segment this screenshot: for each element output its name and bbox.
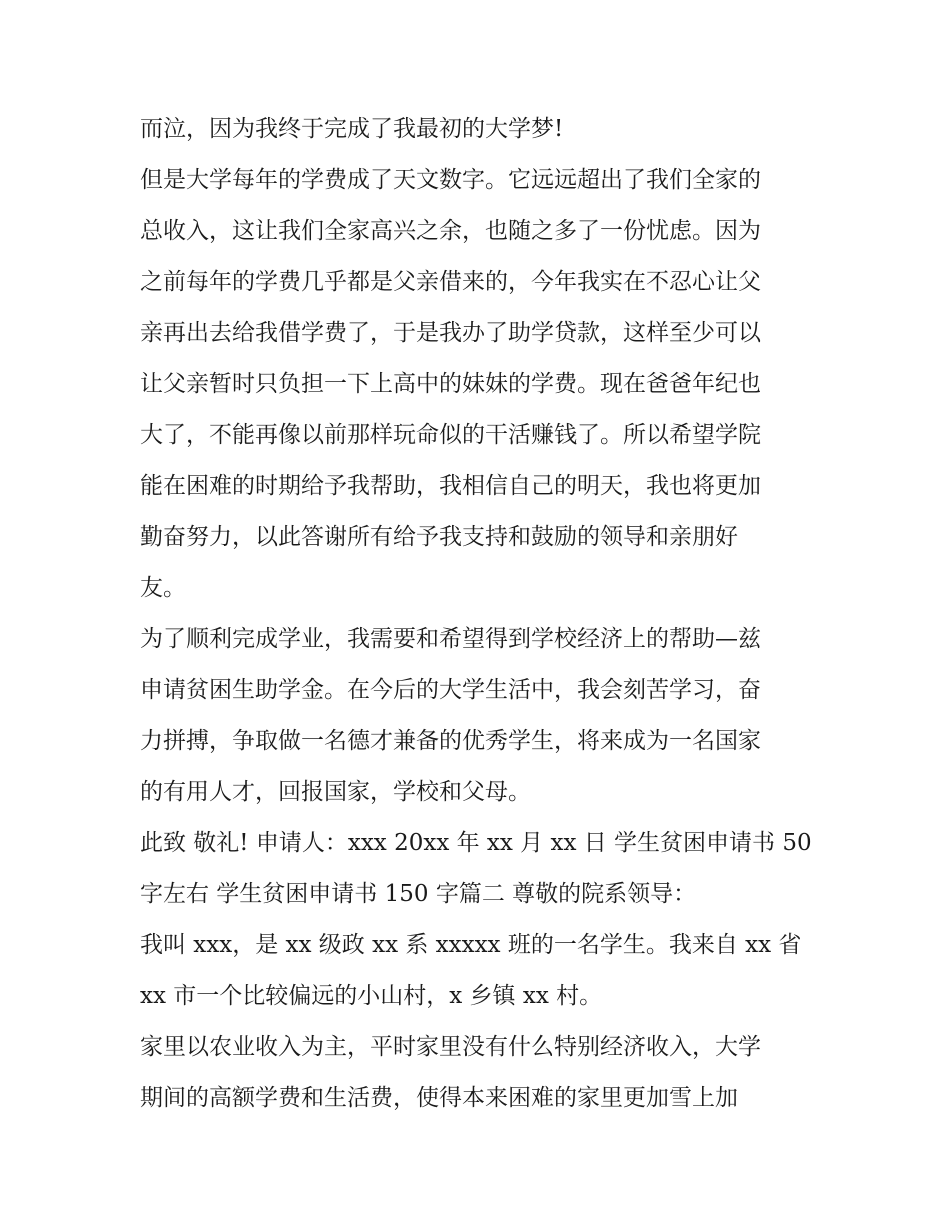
paragraph-4: 此致 敬礼! 申请人：xxx 20xx 年 xx 月 xx 日 学生贫困申请书 50 字左右 学生贫困申请书 150 字篇二 尊敬的院系领导： [140, 830, 812, 907]
paragraph-5: 我叫 xxx，是 xx 级政 xx 系 xxxxx 班的一名学生。我来自 xx 省 xx 市一个比较偏远的小山村，x 乡镇 xx 村。 [140, 932, 802, 1009]
document-body [140, 104, 820, 1124]
paragraph-6: 家里以农业收入为主，平时家里没有什么特别经济收入，大学 期间的高额学费和生活费，使得本来困难的家里更加雪上加 [140, 1034, 761, 1111]
paragraph-2: 但是大学每年的学费成了天文数字。它远远超出了我们全家的 总收入，这让我们全家高兴之余，也随之多了一份忧虑。因为 之前每年的学费几乎都是父亲借来的，今年我实在不忍心让父 亲再出去给我借学费了，于是我办了助学贷款，这样至少可以 让父亲暂时只负担一下上高中的妹妹的学费。现在爸爸年纪也 大了，不能再像以前那样玩命似的干活赚钱了。所以希望学院 能在困难的时期给予我帮助，我相信自己的明天，我也将更加 勤奋努力，以此答谢所有给予我支持和鼓励的领导和亲朋好 友。 [140, 167, 761, 601]
paragraph-3: 为了顺利完成学业，我需要和希望得到学校经济上的帮助—兹 申请贫困生助学金。在今后的大学生活中，我会刻苦学习，奋 力拼搏，争取做一名德才兼备的优秀学生，将来成为一名国家 的有用人才，回报国家，学校和父母。 [140, 626, 761, 805]
paragraph-1: 而泣，因为我终于完成了我最初的大学梦! [140, 116, 564, 142]
